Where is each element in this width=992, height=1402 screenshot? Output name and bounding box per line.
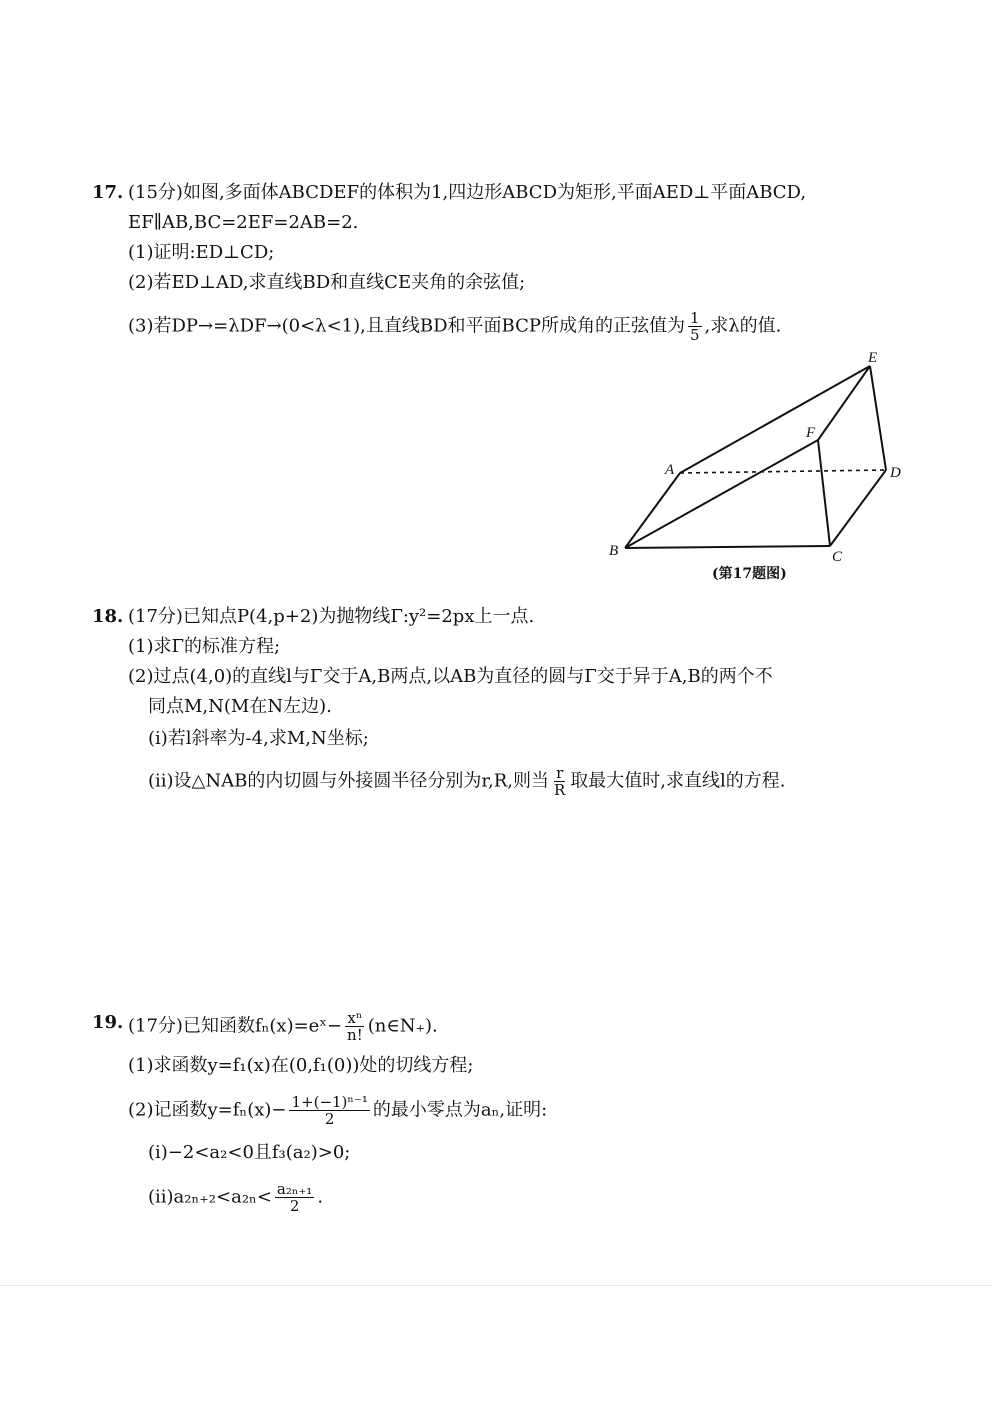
question-17-stem-line1: (15分)如图,多面体ABCDEF的体积为1,四边形ABCD为矩形,平面AED⊥平面ABCD,	[128, 182, 807, 203]
question-18-part2-line2: 同点M,N(M在N左边).	[148, 696, 332, 717]
edge-AE	[680, 366, 870, 473]
polyhedron-figure	[600, 345, 920, 565]
edge-EF	[818, 366, 870, 440]
question-19-part2-text-a: (2)记函数y=fₙ(x)−	[128, 1099, 287, 1121]
fraction-numerator: r	[556, 764, 564, 782]
label-B: B	[609, 543, 619, 559]
question-18-part1: (1)求Γ的标准方程;	[128, 636, 281, 657]
edge-AD-hidden	[680, 470, 886, 473]
question-17-part3-text-a: (3)若DP→=λDF→(0<λ<1),且直线BD和平面BCP所成角的正弦值为	[128, 315, 685, 337]
question-19-part1: (1)求函数y=f₁(x)在(0,f₁(0))处的切线方程;	[128, 1055, 474, 1076]
question-number: 18.	[92, 606, 124, 627]
fraction	[688, 310, 702, 343]
question-18-sub2-text-a: (ii)设△NAB的内切圆与外接圆半径分别为r,R,则当	[148, 770, 549, 792]
question-18-sub2-text-b: 取最大值时,求直线l的方程.	[570, 770, 786, 792]
edge-FC	[818, 440, 830, 546]
question-number: 19.	[92, 1012, 124, 1033]
fraction-denominator: 2	[324, 1110, 335, 1128]
fraction-denominator: n!	[347, 1026, 363, 1044]
question-19-stem	[128, 1010, 438, 1043]
question-18-sub1: (i)若l斜率为-4,求M,N坐标;	[148, 728, 369, 749]
fraction	[289, 1094, 369, 1127]
edge-CD	[830, 470, 886, 546]
fraction-denominator: 2	[289, 1197, 300, 1215]
label-F: F	[806, 425, 816, 441]
fraction-denominator: R	[554, 781, 566, 799]
edge-ED	[870, 366, 886, 470]
fraction-numerator: a₂ₙ₊₁	[276, 1180, 313, 1198]
question-18-part2-line1: (2)过点(4,0)的直线l与Γ交于A,B两点,以AB为直径的圆与Γ交于异于A,B的两个不	[128, 666, 773, 687]
question-19-sub2	[148, 1181, 323, 1214]
question-18-sub2	[148, 765, 786, 798]
fraction-denominator: 5	[689, 326, 700, 344]
label-A: A	[665, 462, 675, 478]
question-17-part3-text-b: ,求λ的值.	[704, 315, 782, 337]
figure-caption: (第17题图)	[712, 566, 787, 582]
question-19-part2-text-b: 的最小零点为aₙ,证明:	[372, 1099, 548, 1121]
fraction	[552, 765, 567, 798]
question-17-part3	[128, 310, 781, 343]
question-19-sub1: (i)−2<a₂<0且f₃(a₂)>0;	[148, 1142, 351, 1163]
page-bottom-divider	[0, 1285, 992, 1286]
edge-BC	[625, 546, 830, 548]
fraction-numerator: 1	[689, 309, 700, 327]
question-19-stem-text-a: (17分)已知函数fₙ(x)=eˣ−	[128, 1015, 343, 1037]
fraction	[275, 1181, 314, 1214]
question-17-part2: (2)若ED⊥AD,求直线BD和直线CE夹角的余弦值;	[128, 272, 526, 293]
edge-BF	[625, 440, 818, 548]
edge-BA	[625, 473, 680, 548]
fraction-numerator: 1+(−1)ⁿ⁻¹	[291, 1093, 368, 1111]
label-E: E	[868, 350, 878, 366]
question-number: 17.	[92, 182, 124, 203]
question-19-sub2-text-b: .	[317, 1186, 324, 1208]
question-19-stem-text-b: (n∈N₊).	[367, 1015, 438, 1037]
label-D: D	[890, 465, 901, 481]
fraction	[345, 1010, 365, 1043]
question-18-stem: (17分)已知点P(4,p+2)为抛物线Γ:y²=2px上一点.	[128, 606, 535, 627]
question-17-part1: (1)证明:ED⊥CD;	[128, 242, 275, 263]
fraction-numerator: xⁿ	[347, 1009, 363, 1027]
question-19-part2	[128, 1094, 547, 1127]
label-C: C	[832, 549, 843, 565]
question-17-stem-line2: EF∥AB,BC=2EF=2AB=2.	[128, 212, 359, 233]
question-19-sub2-text-a: (ii)a₂ₙ₊₂<a₂ₙ<	[148, 1186, 272, 1208]
